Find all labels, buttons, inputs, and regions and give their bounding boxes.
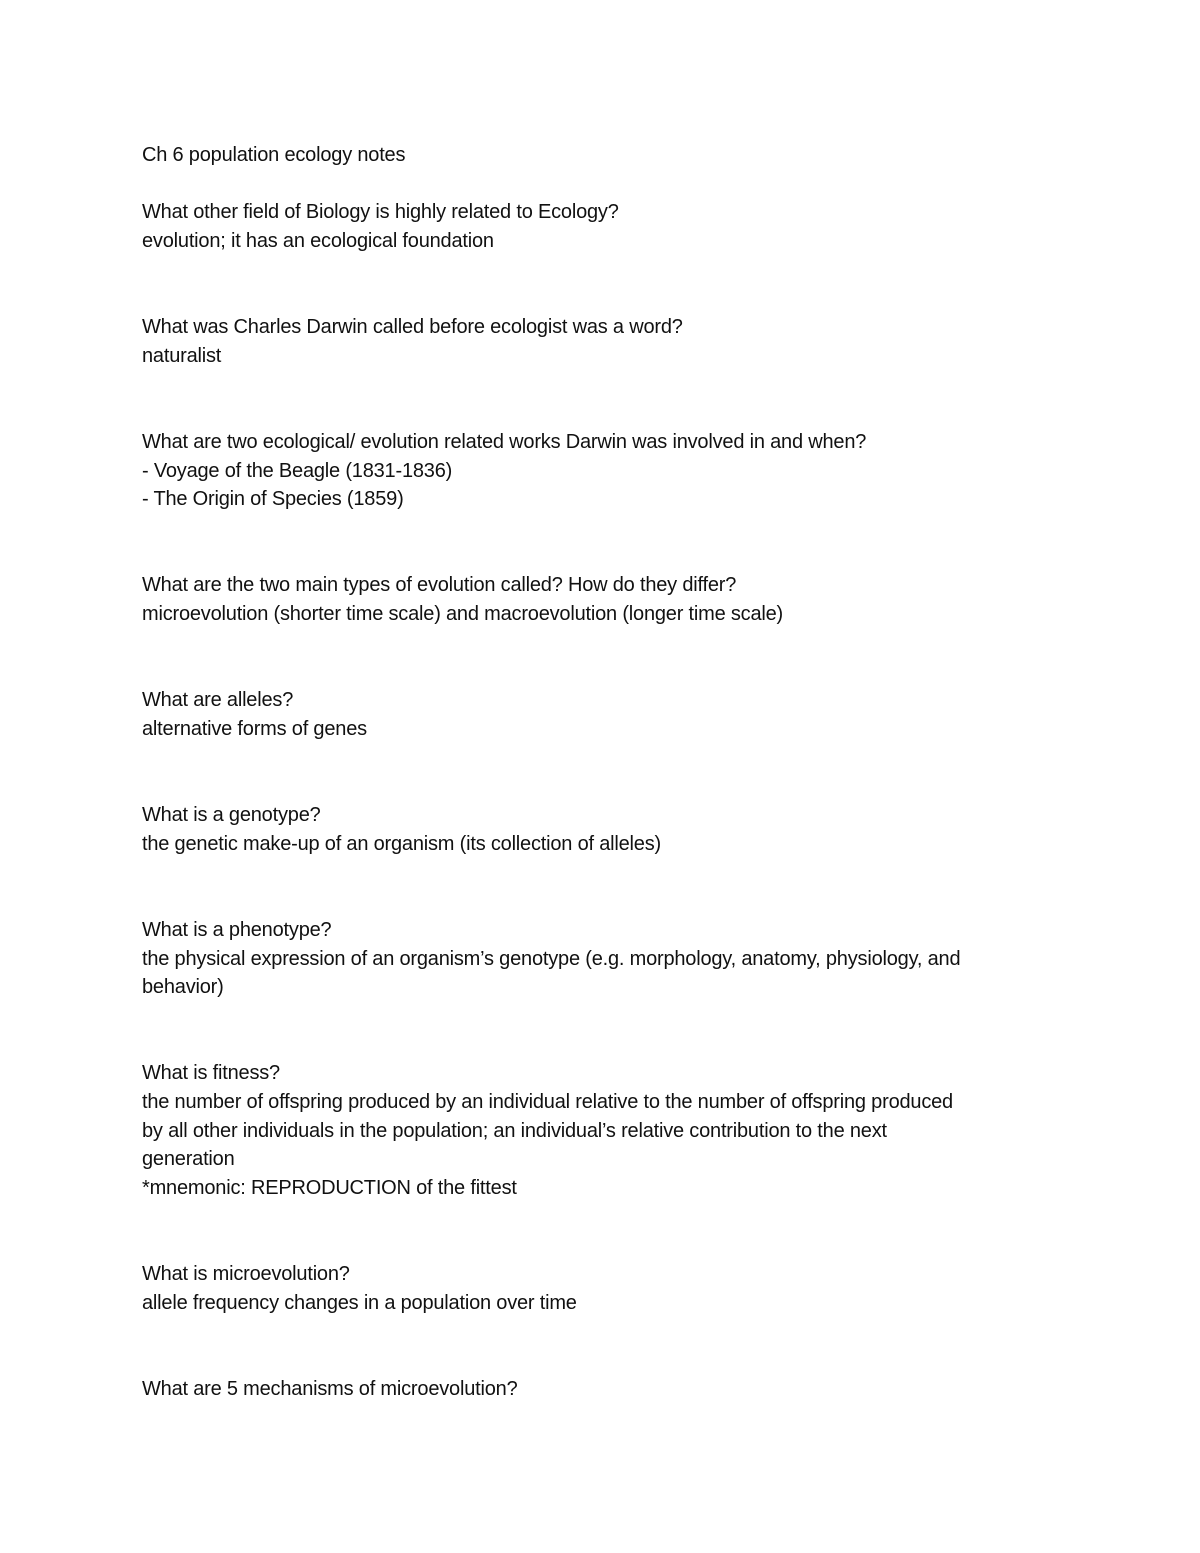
qa-block-2 <box>142 428 1072 514</box>
qa-block-8 <box>142 1260 1072 1317</box>
question-text: What other field of Biology is highly related to Ecology? <box>142 201 619 224</box>
qa-block-5 <box>142 801 1072 858</box>
spacer <box>142 1203 1072 1260</box>
question-text: What are the two main types of evolution called? How do they differ? <box>142 574 737 597</box>
page-title: Ch 6 population ecology notes <box>142 144 406 166</box>
question-text: What are 5 mechanisms of microevolution? <box>142 1378 518 1401</box>
question-text: What was Charles Darwin called before ecologist was a word? <box>142 316 683 339</box>
spacer <box>142 170 1072 199</box>
qa-block-1 <box>142 313 1072 370</box>
spacer <box>142 256 1072 313</box>
answer-text: allele frequency changes in a population over time <box>142 1291 577 1314</box>
answer-text: the genetic make-up of an organism (its collection of alleles) <box>142 832 661 855</box>
question-text: What are two ecological/ evolution related works Darwin was involved in and when? <box>142 430 867 453</box>
spacer <box>142 371 1072 428</box>
qa-block-4 <box>142 686 1072 743</box>
question-text: What are alleles? <box>142 689 294 712</box>
question-text: What is microevolution? <box>142 1263 350 1286</box>
spacer <box>142 858 1072 915</box>
answer-text: the number of offspring produced by an individual relative to the number of offspring produced <box>142 1091 953 1114</box>
question-text: What is a phenotype? <box>142 918 332 941</box>
qa-block-0 <box>142 198 1072 255</box>
question-text: What is a genotype? <box>142 804 321 827</box>
qa-block-9 <box>142 1375 1072 1404</box>
qa-block-7 <box>142 1059 1072 1203</box>
qa-block-3 <box>142 571 1072 628</box>
answer-text: behavior) <box>142 976 224 999</box>
question-text: What is fitness? <box>142 1062 280 1085</box>
qa-block-6 <box>142 916 1072 1002</box>
answer-text: alternative forms of genes <box>142 717 367 740</box>
answer-text: microevolution (shorter time scale) and macroevolution (longer time scale) <box>142 603 784 626</box>
answer-text: the physical expression of an organism’s genotype (e.g. morphology, anatomy, physiology, and <box>142 947 961 970</box>
spacer <box>142 514 1072 571</box>
answer-text: naturalist <box>142 344 222 367</box>
answer-text: evolution; it has an ecological foundation <box>142 230 494 253</box>
answer-text: - The Origin of Species (1859) <box>142 488 404 511</box>
answer-text: - Voyage of the Beagle (1831-1836) <box>142 459 453 482</box>
mnemonic-text: *mnemonic: REPRODUCTION of the fittest <box>142 1177 517 1200</box>
spacer <box>142 744 1072 801</box>
answer-text: generation <box>142 1148 235 1171</box>
spacer <box>142 629 1072 686</box>
spacer <box>142 1318 1072 1375</box>
document-page <box>142 141 1072 1404</box>
spacer <box>142 1002 1072 1059</box>
answer-text: by all other individuals in the population; an individual’s relative contribution to the next <box>142 1119 887 1142</box>
